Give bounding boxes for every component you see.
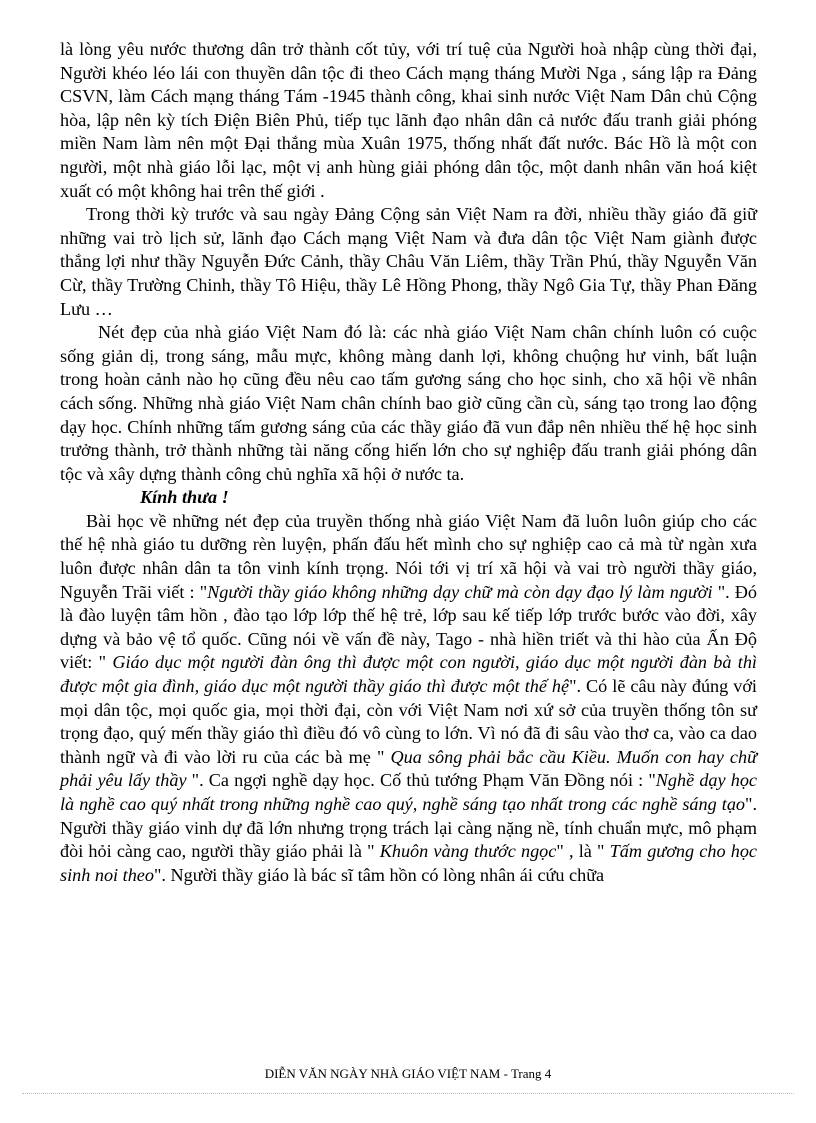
text-run: ". Người thầy giáo là bác sĩ tâm hồn có lòng nhân ái cứu chữa [153, 864, 605, 885]
page-footer: DIỄN VĂN NGÀY NHÀ GIÁO VIỆT NAM - Trang 4 [264, 1066, 552, 1081]
quote-tagore: Giáo dục một người đàn ông thì được một con người, giáo dục một người đàn bà thì được một gia đình, giáo dục một người thầy giáo thì được một thế hệ [60, 652, 757, 697]
quote-nguyen-trai: Người thầy giáo không những dạy chữ mà còn dạy đạo lý làm người [207, 581, 713, 602]
footer-divider [22, 1093, 794, 1094]
text-run: ". Đó là đào luyện tâm hồn , đào tạo lớp lớp thế hệ trẻ, lớp sau kế tiếp lớp trước bước vào đời, xây dựng và bảo vệ tổ quốc. Cũng nói về vấn đề này, Tago - nhà hiền triết và thi hào của Ấn Độ viết: " [60, 581, 758, 673]
quote-khuon-vang: Khuôn vàng thước ngọc [379, 841, 557, 862]
paragraph-4 [60, 510, 757, 888]
quote-pham-van-dong: Nghề dạy học là nghề cao quý nhất trong những nghề cao quý, nghề sáng tạo nhất trong các nghề sáng tạo [60, 770, 757, 814]
document-body [60, 38, 757, 887]
quote-folk-song: Qua sông phải bắc cầu Kiều. Muốn con hay chữ phải yêu lấy thầy [60, 746, 757, 791]
text-run: ". Người thầy giáo vinh dự đã lớn nhưng trọng trách lại càng nặng nề, tính chuẩn mực, mô phạm đòi hỏi càng cao, người thầy giáo phải là " [60, 794, 757, 862]
text-run: ". Có lẽ câu này đúng với mọi dân tộc, mọi quốc gia, mọi thời đại, còn với Việt Nam nơi xứ sở của truyền thống tôn sư trọng đạo, quý mến thầy giáo thì điều đó vô cùng to lớn. Vì nó đã đi sâu vào thơ ca, vào ca dao thành ngữ và đi vào lời ru của các bà mẹ " [60, 676, 757, 767]
paragraph-2: Trong thời kỳ trước và sau ngày Đảng Cộng sản Việt Nam ra đời, nhiều thầy giáo đã giữ những vai trò lịch sử, lãnh đạo Cách mạng Việt Nam và đưa dân tộc Việt Nam giành được thắng lợi như thầy Nguyễn Đức Cảnh, thầy Châu Văn Liêm, thầy Trần Phú, thầy Nguyễn Văn Cừ, thầy Trường Chinh, thầy Tô Hiệu, thầy Lê Hồng Phong, thầy Ngô Gia Tự, thầy Phan Đăng Lưu … [60, 204, 757, 319]
paragraph-1: là lòng yêu nước thương dân trở thành cốt tủy, với trí tuệ của Người hoà nhập cùng thời đại, Người khéo léo lái con thuyền dân tộc đi theo Cách mạng tháng Mười Nga , sáng lập ra Đảng CSVN, làm Cách mạng tháng Tám -1945 thành công, khai sinh nước Việt Nam Dân chủ Cộng hòa, lập nên kỳ tích Điện Biên Phủ, tiếp tục lãnh đạo nhân dân cả nước đấu tranh giải phóng miền Nam làm nên một Đại thắng mùa Xuân 1975, thống nhất đất nước. Bác Hồ là một con người, một nhà giáo lỗi lạc, một vị anh hùng giải phóng dân tộc, một danh nhân văn hoá kiệt xuất có một không hai trên thế giới . [60, 39, 757, 201]
quote-tam-guong: Tấm gương cho học sinh noi theo [60, 841, 757, 885]
text-run: ". Ca ngợi nghề dạy học. Cố thủ tướng Phạm Văn Đồng nói : " [186, 770, 656, 791]
paragraph-3: Nét đẹp của nhà giáo Việt Nam đó là: các nhà giáo Việt Nam chân chính luôn có cuộc sống giản dị, trong sáng, mẫu mực, không màng danh lợi, không chuộng hư vinh, bất luận trong hoàn cảnh nào họ cũng đều nêu cao tấm gương sáng cho học sinh, cho xã hội về nhân cách sống. Những nhà giáo Việt Nam chân chính bao giờ cũng cần cù, sáng tạo trong lao động dạy học. Chính những tấm gương sáng của các thầy giáo đã vun đắp nên nhiều thế hệ học sinh trưởng thành, trở thành những tài năng cống hiến lớn cho sự nghiệp đấu tranh giải phóng dân tộc và xây dựng thành công chủ nghĩa xã hội ở nước ta. [60, 322, 757, 484]
text-run: " , là " [556, 841, 610, 862]
text-run: Bài học về những nét đẹp của truyền thống nhà giáo Việt Nam đã luôn luôn giúp cho các thế hệ nhà giáo tu dưỡng rèn luyện, phấn đấu hết mình cho sự nghiệp cao cả mà từ ngàn xưa luôn được nhân dân ta tôn vinh kính trọng. Nói tới vị trí xã hội và vai trò người thầy giáo, Nguyễn Trãi viết : " [60, 510, 757, 602]
section-heading: Kính thưa ! [140, 487, 229, 508]
